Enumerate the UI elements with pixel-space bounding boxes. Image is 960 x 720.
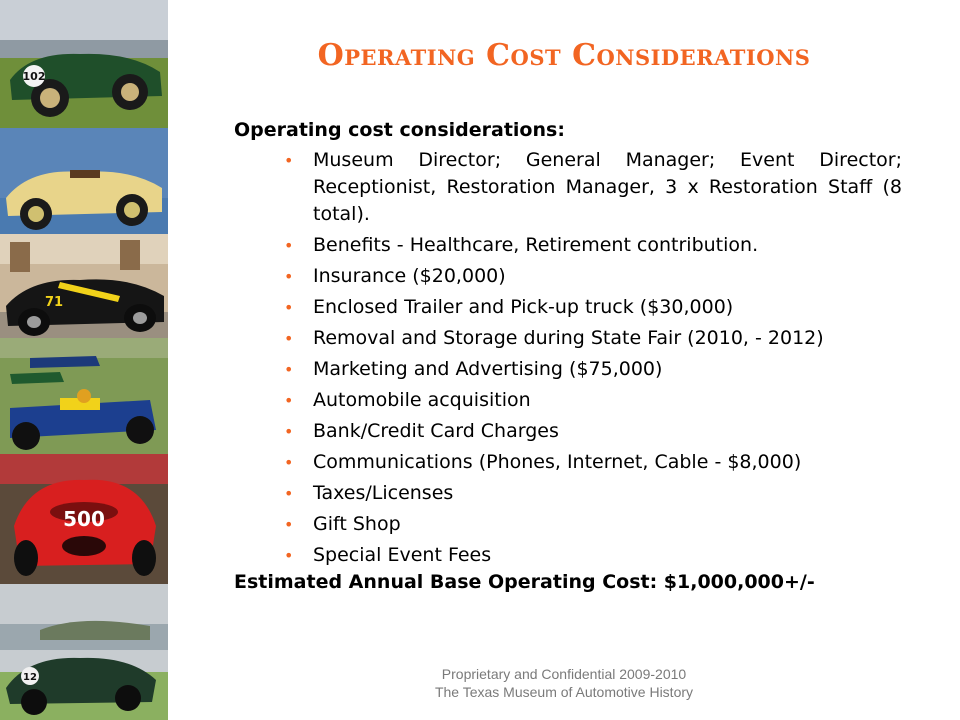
list-item — [284, 511, 902, 538]
list-item-text: Removal and Storage during State Fair (2010, - 2012) — [313, 327, 824, 349]
car-number-71: 71 — [44, 295, 64, 310]
bullet-icon: • — [284, 453, 294, 472]
list-item-text: Automobile acquisition — [313, 389, 531, 411]
list-item — [284, 387, 902, 414]
car-number-500: 500 — [63, 507, 105, 531]
list-item-text: Communications (Phones, Internet, Cable - $8,000) — [313, 451, 802, 473]
list-item-text: Special Event Fees — [313, 544, 492, 566]
car-number-102: 102 — [22, 70, 46, 83]
list-item — [284, 263, 902, 290]
bullet-icon: • — [284, 298, 294, 317]
bullet-icon: • — [284, 236, 294, 255]
green-race-car-photo — [0, 0, 168, 128]
list-item-text: Insurance ($20,000) — [313, 265, 506, 287]
bullet-icon: • — [284, 391, 294, 410]
bullet-icon: • — [284, 515, 294, 534]
bullet-icon: • — [284, 546, 294, 565]
bullet-icon: • — [284, 360, 294, 379]
list-item — [284, 356, 902, 383]
cost-bullet-list — [284, 147, 902, 573]
list-item — [284, 232, 902, 259]
bullet-icon: • — [284, 484, 294, 503]
list-item — [284, 480, 902, 507]
section-heading: Operating cost considerations: — [234, 119, 565, 141]
list-item — [284, 418, 902, 445]
list-item — [284, 542, 902, 569]
photo-strip — [0, 0, 168, 720]
list-item — [284, 449, 902, 476]
black-cobra-photo — [0, 234, 168, 338]
bullet-icon: • — [284, 151, 294, 170]
list-item — [284, 294, 902, 321]
slide-title: Operating Cost Considerations — [317, 38, 811, 73]
list-item-text: Benefits - Healthcare, Retirement contribution. — [313, 234, 759, 256]
footer-organization-line: The Texas Museum of Automotive History — [434, 684, 694, 700]
cream-roadster-photo — [0, 128, 168, 234]
formula-cars-photo — [0, 338, 168, 454]
list-item — [284, 325, 902, 352]
bullet-icon: • — [284, 422, 294, 441]
list-item-text: Marketing and Advertising ($75,000) — [313, 358, 663, 380]
car-number-12: 12 — [23, 672, 37, 683]
footer — [168, 665, 960, 701]
dark-green-race-car-photo — [0, 584, 168, 720]
list-item-text: Taxes/Licenses — [313, 482, 454, 504]
list-item-text: Bank/Credit Card Charges — [313, 420, 559, 442]
total-cost-statement: Estimated Annual Base Operating Cost: $1,000,000+/- — [234, 571, 815, 593]
list-item-text: Gift Shop — [313, 513, 401, 535]
red-race-car-photo — [0, 454, 168, 584]
bullet-icon: • — [284, 267, 294, 286]
list-item-text: Enclosed Trailer and Pick-up truck ($30,000) — [313, 296, 734, 318]
list-item — [284, 147, 902, 228]
footer-confidential-line: Proprietary and Confidential 2009-2010 — [441, 666, 687, 682]
bullet-icon: • — [284, 329, 294, 348]
list-item-text: Museum Director; General Manager; Event Director; Receptionist, Restoration Manager, 3 x Restoration Staff (8 total). — [313, 149, 902, 225]
